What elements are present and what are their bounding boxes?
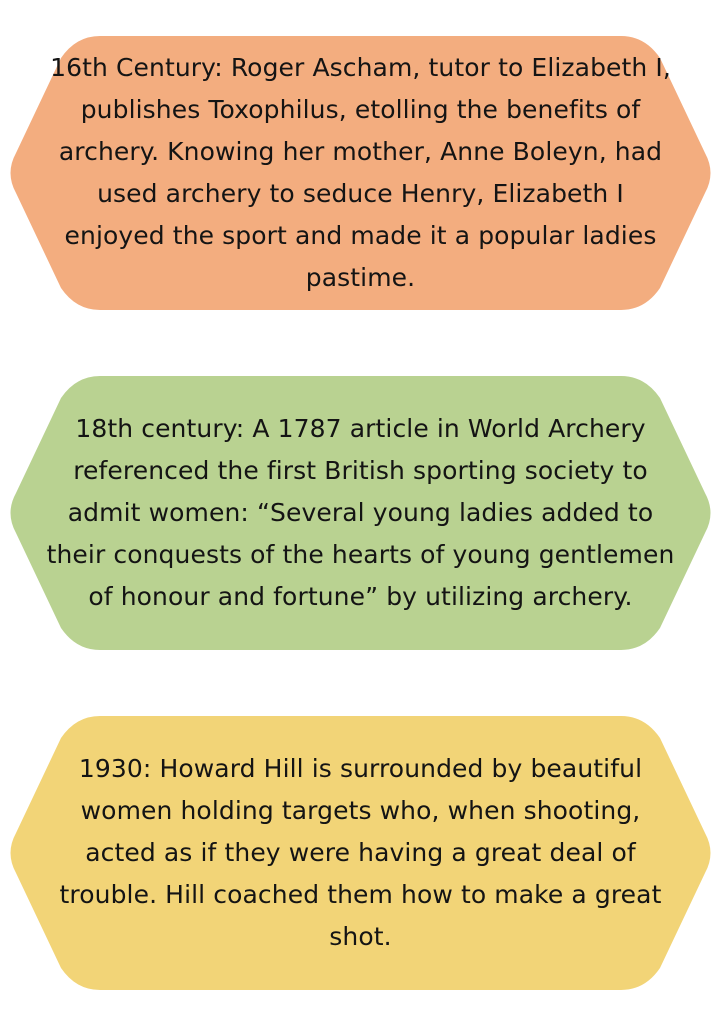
timeline-card-16th-century [0,28,721,318]
timeline-card-18th-century [0,368,721,658]
timeline-text-16th-century: 16th Century: Roger Ascham, tutor to Elizabeth I, publishes Toxophilus, etolling the benefits of archery. Knowing her mother, Anne Boleyn, had used archery to seduce Henry, Elizabeth I enjoyed the sport and made it a popular ladies pastime. [50,53,671,292]
timeline-text-1930: 1930: Howard Hill is surrounded by beautiful women holding targets who, when shooting, acted as if they were having a great deal of trouble. Hill coached them how to make a great shot. [59,754,662,951]
timeline-text-18th-century: 18th century: A 1787 article in World Archery referenced the first British sporting society to admit women: “Several young ladies added to their conquests of the hearts of young gentlemen of honour and fortune” by utilizing archery. [46,414,675,611]
timeline-card-1930 [0,708,721,998]
